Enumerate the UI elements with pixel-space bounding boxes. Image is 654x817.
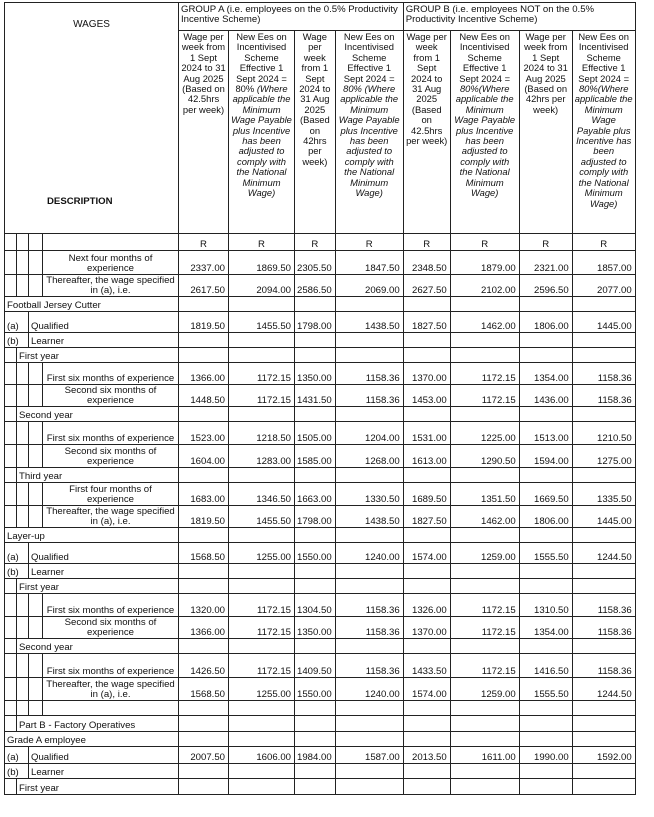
row-value: 1436.00 xyxy=(519,385,572,407)
description-label: DESCRIPTION xyxy=(47,196,113,207)
section-heading: Part B - Factory Operatives xyxy=(17,716,179,732)
row-value: 1304.50 xyxy=(295,594,336,617)
row-value: 1172.15 xyxy=(229,385,295,407)
row-value: 2337.00 xyxy=(179,251,229,275)
row-description: Second six months of experience xyxy=(43,445,179,468)
col8-italic: 80%(Where applicable the Minimum Wage Payable plus Incentive has been adjusted to comply with the National Minimum Wage) xyxy=(574,83,633,209)
row-value: 1462.00 xyxy=(450,312,519,333)
group-b-wage-column-header: Wage per week from 1 Sept 2024 to 31 Aug 2025 (Based on 42.5hrs per week) xyxy=(403,31,450,234)
row-value: 1172.15 xyxy=(450,594,519,617)
table-row xyxy=(5,275,636,297)
row-value: 1172.15 xyxy=(450,654,519,678)
row-value: 1445.00 xyxy=(572,506,635,528)
row-value: 1244.50 xyxy=(572,543,635,564)
row-description: Thereafter, the wage specified in (a), i.e. xyxy=(43,678,179,701)
col2-italic: (Where applicable the Minimum Wage Payable plus Incentive has been adjusted to comply with the National Minimum Wage) xyxy=(231,83,292,199)
row-value: 1613.00 xyxy=(403,445,450,468)
row-value: 1611.00 xyxy=(450,747,519,764)
col4-italic: 80% (Where applicable the Minimum Wage Payable plus Incentive has been adjusted to comply with the National Minimum Wage) xyxy=(338,83,400,199)
row-value: 1550.00 xyxy=(295,678,336,701)
row-value: 1555.50 xyxy=(519,543,572,564)
row-value: 1259.00 xyxy=(450,543,519,564)
section-row xyxy=(5,716,636,732)
row-value: 1330.50 xyxy=(335,483,403,506)
row-description: Learner xyxy=(29,764,179,779)
row-description: Second year xyxy=(17,639,179,654)
row-value: 1438.50 xyxy=(335,506,403,528)
row-value: 1172.15 xyxy=(229,617,295,639)
currency-label: R xyxy=(450,234,519,251)
row-value: 1984.00 xyxy=(295,747,336,764)
row-value: 1869.50 xyxy=(229,251,295,275)
row-value: 1172.15 xyxy=(229,363,295,385)
group-a-title: GROUP A (i.e. employees on the 0.5% Productivity Incentive Scheme) xyxy=(179,3,404,31)
row-value: 1416.50 xyxy=(519,654,572,678)
row-value: 1172.15 xyxy=(229,594,295,617)
row-value: 1453.00 xyxy=(403,385,450,407)
row-value: 1310.50 xyxy=(519,594,572,617)
col2-main: New Ees on Incentivised Scheme Effective 1 Sept 2024 = 80% xyxy=(235,31,287,95)
row-tag: (b) xyxy=(5,764,29,779)
row-value: 1574.00 xyxy=(403,678,450,701)
row-tag: (a) xyxy=(5,312,29,333)
row-value: 1158.36 xyxy=(572,594,635,617)
row-description: Second six months of experience xyxy=(43,617,179,639)
row-value: 1568.50 xyxy=(179,543,229,564)
row-value: 1847.50 xyxy=(335,251,403,275)
row-value: 1819.50 xyxy=(179,312,229,333)
row-value: 2321.00 xyxy=(519,251,572,275)
table-row xyxy=(5,678,636,701)
row-value: 1689.50 xyxy=(403,483,450,506)
row-value: 1438.50 xyxy=(335,312,403,333)
row-value: 1283.00 xyxy=(229,445,295,468)
row-description: Second six months of experience xyxy=(43,385,179,407)
row-value: 2596.50 xyxy=(519,275,572,297)
row-value: 2007.50 xyxy=(179,747,229,764)
row-value: 1683.00 xyxy=(179,483,229,506)
row-value: 1259.00 xyxy=(450,678,519,701)
row-value: 1351.50 xyxy=(450,483,519,506)
row-value: 1455.50 xyxy=(229,506,295,528)
spacer-row xyxy=(5,701,636,716)
row-description: First year xyxy=(17,348,179,363)
row-value: 2617.50 xyxy=(179,275,229,297)
row-value: 1366.00 xyxy=(179,363,229,385)
group-a-new-ees-42hrs-column-header xyxy=(335,31,403,234)
row-value: 1462.00 xyxy=(450,506,519,528)
row-value: 2069.00 xyxy=(335,275,403,297)
row-value: 1370.00 xyxy=(403,617,450,639)
row-value: 1158.36 xyxy=(572,385,635,407)
row-value: 1523.00 xyxy=(179,422,229,445)
row-value: 1550.00 xyxy=(295,543,336,564)
table-row xyxy=(5,312,636,333)
table-row xyxy=(5,468,636,483)
table-row xyxy=(5,579,636,594)
row-description: First year xyxy=(17,579,179,594)
row-value: 1426.50 xyxy=(179,654,229,678)
section-row xyxy=(5,528,636,543)
row-description: Second year xyxy=(17,407,179,422)
currency-label: R xyxy=(179,234,229,251)
row-value: 2102.00 xyxy=(450,275,519,297)
table-row xyxy=(5,654,636,678)
row-description: First six months of experience xyxy=(43,363,179,385)
section-heading: Layer-up xyxy=(5,528,179,543)
table-row xyxy=(5,251,636,275)
row-description: Third year xyxy=(17,468,179,483)
table-row xyxy=(5,363,636,385)
group-b-title: GROUP B (i.e. employees NOT on the 0.5% Productivity Incentive Scheme) xyxy=(403,3,635,31)
table-row xyxy=(5,506,636,528)
row-value: 1827.50 xyxy=(403,312,450,333)
row-value: 1990.00 xyxy=(519,747,572,764)
row-value: 1158.36 xyxy=(335,363,403,385)
row-tag: (b) xyxy=(5,333,29,348)
col6-italic: 80%(Where applicable the Minimum Wage Payable plus Incentive has been adjusted to comply with the National Minimum Wage) xyxy=(454,83,516,199)
row-value: 1326.00 xyxy=(403,594,450,617)
row-value: 1210.50 xyxy=(572,422,635,445)
row-description: Qualified xyxy=(29,747,179,764)
table-row xyxy=(5,483,636,506)
table-row xyxy=(5,564,636,579)
row-value: 1448.50 xyxy=(179,385,229,407)
row-value: 1172.15 xyxy=(450,617,519,639)
row-value: 1158.36 xyxy=(335,654,403,678)
row-value: 1513.00 xyxy=(519,422,572,445)
table-row xyxy=(5,348,636,363)
row-value: 1158.36 xyxy=(335,617,403,639)
table-row xyxy=(5,639,636,654)
row-value: 1568.50 xyxy=(179,678,229,701)
row-value: 2094.00 xyxy=(229,275,295,297)
table-row xyxy=(5,779,636,795)
table-row xyxy=(5,594,636,617)
row-value: 2013.50 xyxy=(403,747,450,764)
row-value: 1225.00 xyxy=(450,422,519,445)
currency-label: R xyxy=(519,234,572,251)
row-value: 1350.00 xyxy=(295,617,336,639)
table-row xyxy=(5,617,636,639)
row-value: 1879.00 xyxy=(450,251,519,275)
row-value: 1806.00 xyxy=(519,506,572,528)
group-a-wage-column-header: Wage per week from 1 Sept 2024 to 31 Aug 2025 (Based on 42.5hrs per week) xyxy=(179,31,229,234)
row-description: First four months of experience xyxy=(43,483,179,506)
row-value: 1335.50 xyxy=(572,483,635,506)
row-value: 2627.50 xyxy=(403,275,450,297)
row-value: 1592.00 xyxy=(572,747,635,764)
row-value: 1594.00 xyxy=(519,445,572,468)
row-tag: (a) xyxy=(5,747,29,764)
row-value: 1366.00 xyxy=(179,617,229,639)
row-value: 1255.00 xyxy=(229,543,295,564)
row-value: 1431.50 xyxy=(295,385,336,407)
row-value: 1455.50 xyxy=(229,312,295,333)
row-description: First six months of experience xyxy=(43,422,179,445)
row-description: Next four months of experience xyxy=(43,251,179,275)
row-value: 2305.50 xyxy=(295,251,336,275)
row-value: 2077.00 xyxy=(572,275,635,297)
section-heading: Football Jersey Cutter xyxy=(5,297,179,312)
row-tag: (b) xyxy=(5,564,29,579)
row-description: First six months of experience xyxy=(43,654,179,678)
row-value: 1244.50 xyxy=(572,678,635,701)
wage-schedule-table xyxy=(4,2,636,795)
row-value: 1268.00 xyxy=(335,445,403,468)
row-value: 1275.00 xyxy=(572,445,635,468)
row-value: 1172.15 xyxy=(229,654,295,678)
row-value: 1445.00 xyxy=(572,312,635,333)
table-row xyxy=(5,422,636,445)
wages-header xyxy=(5,3,179,234)
row-description: Qualified xyxy=(29,543,179,564)
currency-label: R xyxy=(335,234,403,251)
row-value: 1409.50 xyxy=(295,654,336,678)
row-value: 1350.00 xyxy=(295,363,336,385)
row-value: 1158.36 xyxy=(572,617,635,639)
row-value: 1505.00 xyxy=(295,422,336,445)
row-value: 1806.00 xyxy=(519,312,572,333)
col8-main: New Ees on Incentivised Scheme Effective 1 Sept 2024 = xyxy=(578,31,630,84)
row-value: 1320.00 xyxy=(179,594,229,617)
row-value: 1857.00 xyxy=(572,251,635,275)
row-value: 1370.00 xyxy=(403,363,450,385)
row-value: 1172.15 xyxy=(450,385,519,407)
row-description: Learner xyxy=(29,564,179,579)
currency-label: R xyxy=(229,234,295,251)
col4-main: New Ees on Incentivised Scheme Effective 1 Sept 2024 = xyxy=(343,31,395,84)
table-row xyxy=(5,445,636,468)
group-b-new-ees-column-header xyxy=(450,31,519,234)
col6-main: New Ees on Incentivised Scheme Effective 1 Sept 2024 = xyxy=(459,31,511,84)
row-value: 1354.00 xyxy=(519,363,572,385)
table-row xyxy=(5,543,636,564)
row-value: 1346.50 xyxy=(229,483,295,506)
row-description: Thereafter, the wage specified in (a), i.e. xyxy=(43,506,179,528)
group-b-new-ees-42hrs-column-header xyxy=(572,31,635,234)
currency-label: R xyxy=(572,234,635,251)
table-row xyxy=(5,385,636,407)
table-row xyxy=(5,407,636,422)
row-description: Thereafter, the wage specified in (a), i.e. xyxy=(43,275,179,297)
row-value: 1663.00 xyxy=(295,483,336,506)
section-row xyxy=(5,297,636,312)
row-value: 2348.50 xyxy=(403,251,450,275)
row-value: 1827.50 xyxy=(403,506,450,528)
row-value: 1587.00 xyxy=(335,747,403,764)
row-value: 1531.00 xyxy=(403,422,450,445)
section-heading: Grade A employee xyxy=(5,732,179,747)
currency-label: R xyxy=(295,234,336,251)
row-value: 1606.00 xyxy=(229,747,295,764)
table-row xyxy=(5,333,636,348)
row-value: 1798.00 xyxy=(295,506,336,528)
row-value: 2586.50 xyxy=(295,275,336,297)
row-value: 1819.50 xyxy=(179,506,229,528)
row-description: First year xyxy=(17,779,179,795)
row-value: 1555.50 xyxy=(519,678,572,701)
group-a-wage-42hrs-column-header: Wage per week from 1 Sept 2024 to 31 Aug 2025 (Based on 42hrs per week) xyxy=(295,31,336,234)
row-value: 1218.50 xyxy=(229,422,295,445)
group-b-wage-42hrs-column-header: Wage per week from 1 Sept 2024 to 31 Aug 2025 (Based on 42hrs per week) xyxy=(519,31,572,234)
row-value: 1204.00 xyxy=(335,422,403,445)
row-value: 1354.00 xyxy=(519,617,572,639)
row-description: Qualified xyxy=(29,312,179,333)
row-value: 1604.00 xyxy=(179,445,229,468)
table-row xyxy=(5,747,636,764)
row-value: 1798.00 xyxy=(295,312,336,333)
row-value: 1255.00 xyxy=(229,678,295,701)
row-value: 1158.36 xyxy=(572,654,635,678)
row-value: 1240.00 xyxy=(335,678,403,701)
table-row xyxy=(5,764,636,779)
row-value: 1669.50 xyxy=(519,483,572,506)
row-description: Learner xyxy=(29,333,179,348)
section-row xyxy=(5,732,636,747)
wages-label: WAGES xyxy=(73,19,110,30)
row-value: 1158.36 xyxy=(335,594,403,617)
row-value: 1585.00 xyxy=(295,445,336,468)
row-value: 1240.00 xyxy=(335,543,403,564)
group-a-new-ees-column-header xyxy=(229,31,295,234)
row-tag: (a) xyxy=(5,543,29,564)
currency-label: R xyxy=(403,234,450,251)
row-description: First six months of experience xyxy=(43,594,179,617)
row-value: 1433.50 xyxy=(403,654,450,678)
row-value: 1290.50 xyxy=(450,445,519,468)
row-value: 1172.15 xyxy=(450,363,519,385)
row-value: 1574.00 xyxy=(403,543,450,564)
row-value: 1158.36 xyxy=(335,385,403,407)
currency-row xyxy=(5,234,636,251)
row-value: 1158.36 xyxy=(572,363,635,385)
